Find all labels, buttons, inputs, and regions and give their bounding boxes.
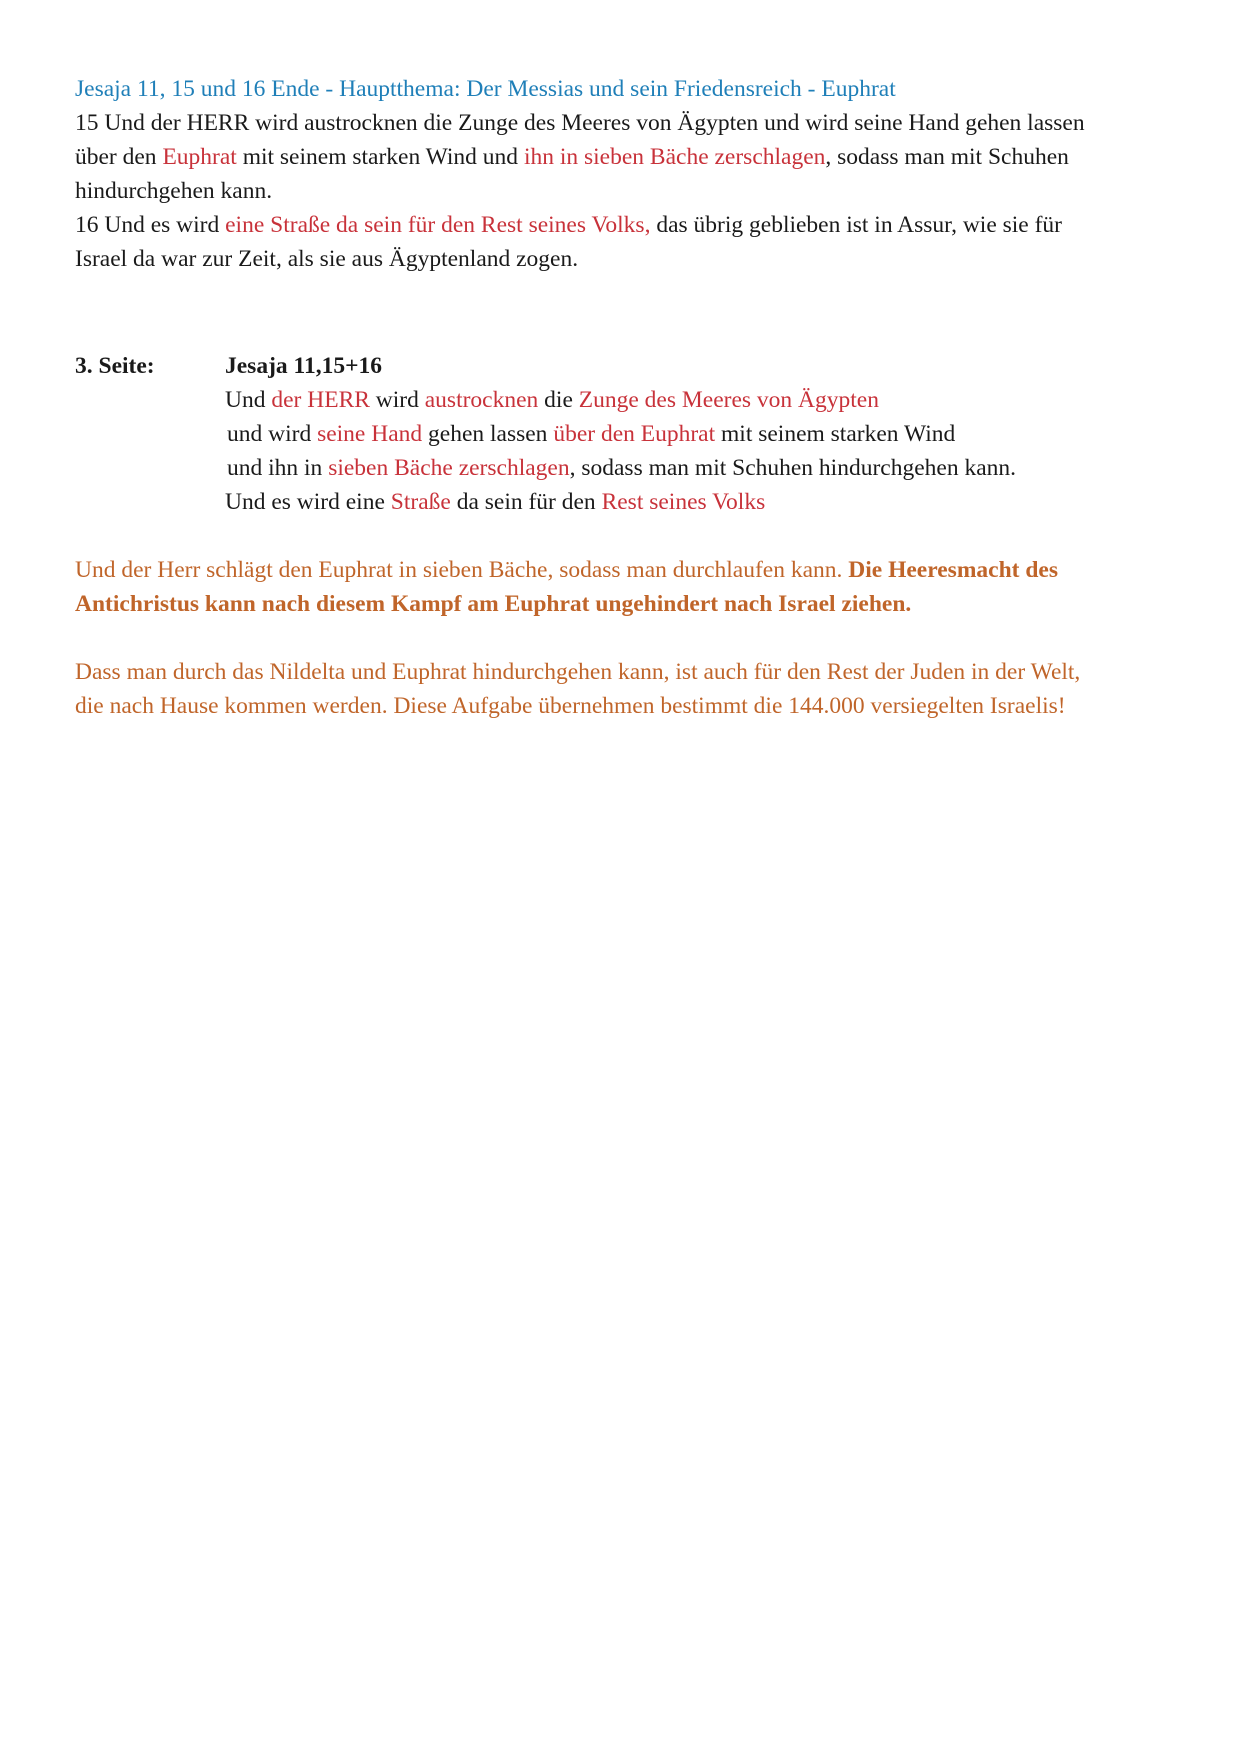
commentary-1-line-2: Antichristus kann nach diesem Kampf am Euphrat ungehindert nach Israel ziehen. (75, 591, 912, 617)
highlight-span: austrocknen (424, 387, 539, 413)
seite-row-2 (227, 419, 955, 449)
seite-row-1 (225, 385, 879, 415)
highlight-span: Zunge des Meeres von Ägypten (578, 387, 879, 413)
highlight-span: Straße (390, 489, 451, 515)
text-span: mit seinem starken Wind (715, 421, 956, 447)
text-span: , sodass man mit Schuhen hindurchgehen kann. (569, 455, 1017, 481)
text-span: das übrig geblieben ist in Assur, wie sie für (650, 212, 1063, 238)
text-span: gehen lassen (422, 421, 554, 447)
passage-heading: Jesaja 11, 15 und 16 Ende - Hauptthema: Der Messias und sein Friedensreich - Euphrat (75, 76, 896, 102)
text-span: da sein für den (450, 489, 602, 515)
seite-row-3 (227, 453, 1016, 483)
highlight-span: über den Euphrat (553, 421, 716, 447)
text-span: 16 Und es wird (75, 212, 226, 238)
verse-16-line-2: Israel da war zur Zeit, als sie aus Ägyptenland zogen. (75, 246, 579, 272)
text-span: und ihn in (227, 455, 329, 481)
highlight-span: seine Hand (317, 421, 423, 447)
text-span: Und es wird eine (225, 489, 391, 515)
seite-label: 3. Seite: (75, 353, 155, 379)
text-span: Und (225, 387, 272, 413)
verse-15-line-2 (75, 142, 1069, 172)
seite-row-4 (225, 487, 765, 517)
bold-span: Die Heeresmacht des (848, 557, 1058, 583)
text-span: die (538, 387, 579, 413)
seite-title: Jesaja 11,15+16 (225, 353, 382, 379)
highlight-euphrat: Euphrat (162, 144, 237, 170)
text-span: , sodass man mit Schuhen (825, 144, 1069, 170)
highlight-span: Rest seines Volks (601, 489, 766, 515)
commentary-2-line-2: die nach Hause kommen werden. Diese Aufgabe übernehmen bestimmt die 144.000 versiegelten Israelis! (75, 693, 1066, 719)
highlight-span: sieben Bäche zerschlagen (328, 455, 570, 481)
verse-15-line-1: 15 Und der HERR wird austrocknen die Zunge des Meeres von Ägypten und wird seine Hand gehen lassen (75, 110, 1085, 136)
highlight-highway: eine Straße da sein für den Rest seines Volks, (225, 212, 651, 238)
text-span: über den (75, 144, 163, 170)
commentary-1-line-1 (75, 555, 1058, 585)
verse-16-line-1 (75, 210, 1062, 240)
highlight-seven-streams: ihn in sieben Bäche zerschlagen (523, 144, 826, 170)
verse-15-line-3: hindurchgehen kann. (75, 178, 273, 204)
text-span: wird (369, 387, 425, 413)
text-span: Und der Herr schlägt den Euphrat in sieben Bäche, sodass man durchlaufen kann. (75, 557, 849, 583)
text-span: und wird (227, 421, 318, 447)
text-span: mit seinem starken Wind und (236, 144, 524, 170)
highlight-span: der HERR (271, 387, 370, 413)
commentary-2-line-1: Dass man durch das Nildelta und Euphrat hindurchgehen kann, ist auch für den Rest der Juden in der Welt, (75, 659, 1081, 685)
